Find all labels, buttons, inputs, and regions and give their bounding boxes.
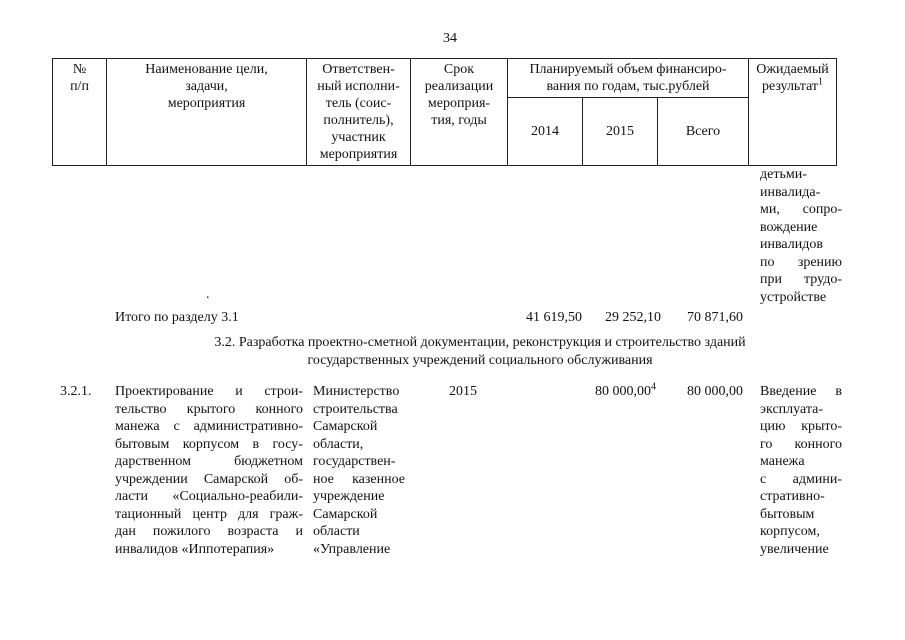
continued-result-text — [760, 166, 842, 306]
header-col-responsible: Ответствен- ный исполни- тель (соис- полнитель), участник мероприятия — [307, 59, 411, 166]
text-line: тационный центр для граж- — [115, 506, 303, 522]
header-col-term: Срок реализации мероприя- тия, годы — [411, 59, 508, 166]
section-title: 3.2. Разработка проектно-сметной документации, реконструкция и строительство зданий государственных учреждений социального обслуживания — [214, 335, 746, 368]
text-line: строительства — [313, 401, 398, 417]
text-line: дарственном бюджетном — [115, 454, 303, 469]
subtotal-2015: 29 252,10 — [605, 310, 661, 325]
page-number: 34 — [443, 31, 457, 46]
text-line: го конного — [760, 436, 842, 452]
text-line: при трудо- — [760, 272, 842, 287]
row-responsible — [313, 383, 405, 558]
row-total: 80 000,00 — [687, 384, 743, 399]
text-line: манежа — [760, 454, 805, 469]
text-line: Самарской — [313, 419, 378, 434]
text-line: бытовым корпусом в госу- — [115, 436, 303, 452]
text-line: инвалидов — [760, 237, 823, 252]
text-line: манежа с административно- — [115, 419, 303, 434]
subtotal-2014: 41 619,50 — [526, 310, 582, 325]
text-line: учреждение — [313, 489, 385, 504]
text-line: ное казенное — [313, 471, 405, 487]
row-name — [115, 383, 303, 558]
header-col-number: № п/п — [53, 59, 107, 166]
header-col-total: Всего — [658, 98, 749, 166]
text-line: учреждении Самарской об- — [115, 471, 303, 487]
text-line: области — [313, 524, 360, 539]
text-line: области, — [313, 436, 364, 452]
header-col-2015: 2015 — [583, 98, 658, 166]
text-line: Самарской — [313, 506, 378, 522]
header-col-2014: 2014 — [508, 98, 583, 166]
text-line: эксплуата- — [760, 401, 823, 417]
row-term: 2015 — [449, 384, 477, 399]
text-line: Министерство — [313, 384, 400, 399]
text-line: Введение в — [760, 384, 842, 399]
text-line: стративно- — [760, 489, 825, 504]
text-line: корпусом, — [760, 524, 820, 539]
subtotal-label: Итого по разделу 3.1 — [115, 310, 239, 325]
text-line: «Управление — [313, 541, 391, 557]
stray-dot: . — [206, 287, 210, 302]
subtotal-total: 70 871,60 — [687, 310, 743, 325]
header-col-name: Наименование цели, задачи, мероприятия — [107, 59, 307, 166]
header-col-financing: Планируемый объем финансиро- вания по годам, тыс.рублей — [508, 59, 749, 98]
text-line: Проектирование и строи- — [115, 384, 303, 399]
text-line: цию крыто- — [760, 419, 842, 434]
header-col-result: Ожидаемый результат$^1$ — [749, 59, 837, 166]
text-line: инвалидов «Иппотерапия» — [115, 541, 275, 557]
text-line: детьми- — [760, 167, 807, 182]
row-result — [760, 383, 842, 558]
footnote-mark: 1 — [818, 76, 824, 88]
text-line: вождение — [760, 219, 818, 235]
text-line: устройстве — [760, 289, 827, 305]
text-line: увеличение — [760, 541, 829, 557]
text-line: по зрению — [760, 254, 842, 270]
row-2015-footnote: 4 — [651, 381, 656, 393]
text-line: дан пожилого возраста и — [115, 524, 303, 539]
text-line: с админи- — [760, 471, 842, 487]
text-line: ласти «Социально-реабили- — [115, 489, 303, 504]
text-line: государствен- — [313, 454, 396, 469]
text-line: ми, сопро- — [760, 202, 842, 217]
text-line: тельство крытого конного — [115, 401, 303, 417]
table-header — [52, 58, 837, 166]
row-2015-value: 80 000,00$^4$ — [595, 381, 656, 399]
row-number: 3.2.1. — [60, 384, 92, 399]
text-line: бытовым — [760, 506, 815, 522]
text-line: инвалида- — [760, 184, 821, 200]
